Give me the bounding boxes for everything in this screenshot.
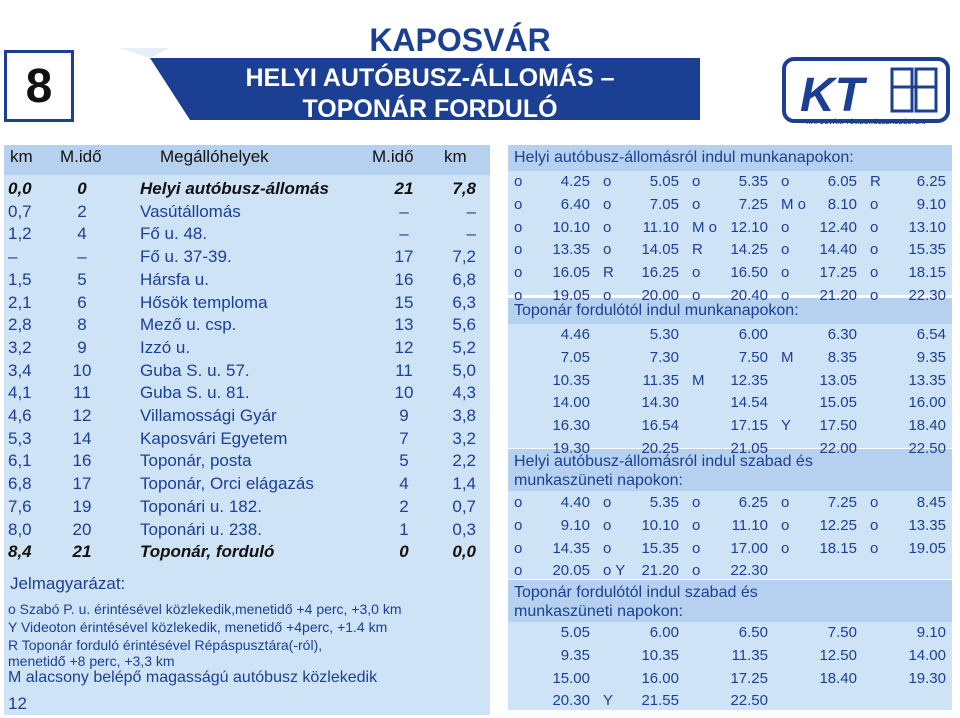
departure-time: 14.40 <box>819 241 857 259</box>
departure-time: 6.40 <box>560 195 590 213</box>
legend-line: menetidő +8 perc, +3,3 km <box>8 653 175 669</box>
departure-mark: R <box>870 173 881 190</box>
stop-km: 2,8 <box>8 315 32 335</box>
departure-time: 9.35 <box>560 646 590 664</box>
stop-time-return: 1 <box>399 519 409 539</box>
stop-time-return: 0 <box>399 542 409 562</box>
stop-time-return: – <box>399 224 409 244</box>
stop-name: Helyi autóbusz-állomás <box>140 179 329 198</box>
departure-time: 21.55 <box>641 692 679 710</box>
stop-time: 4 <box>77 224 87 244</box>
departure-time: 6.25 <box>916 173 946 190</box>
departure-mark: o <box>514 539 523 557</box>
departure-mark: o <box>692 562 701 580</box>
departure-time: 14.00 <box>908 646 946 664</box>
legend-line: o Szabó P. u. érintésével közlekedik,menetidő +4 perc, +3,0 km <box>8 601 402 617</box>
departure-time: 5.35 <box>738 173 768 190</box>
page-number: 12 <box>8 694 27 713</box>
stop-name: Hársfa u. <box>140 269 209 289</box>
departure-time: 11.35 <box>731 646 768 664</box>
stop-name: Toponár, Orci elágazás <box>140 474 314 494</box>
stop-time: 6 <box>77 292 87 312</box>
departure-time: 6.05 <box>827 173 857 190</box>
departure-time: 7.50 <box>827 624 857 641</box>
departure-time: 15.35 <box>908 241 946 259</box>
departure-mark: o <box>603 195 612 213</box>
stop-time: 2 <box>77 201 87 221</box>
departure-mark: o <box>603 241 612 259</box>
logo-letters: KT <box>800 69 864 122</box>
departure-time: 17.50 <box>819 417 857 435</box>
departure-time: 10.10 <box>641 516 679 534</box>
departure-mark: o <box>514 287 523 304</box>
stop-km-return: 7,2 <box>452 247 476 267</box>
departure-time: 22.30 <box>908 287 946 304</box>
stop-name: Guba S. u. 57. <box>140 360 250 380</box>
stop-time: 8 <box>77 315 87 335</box>
stop-time: 21 <box>72 542 92 562</box>
departure-mark: o <box>603 539 612 557</box>
stop-name: Villamossági Gyár <box>140 406 277 425</box>
departure-time: 13.05 <box>819 371 857 389</box>
departure-time: 16.00 <box>908 394 946 412</box>
logo-subtitle: KAPOSVÁRI TÖMEGKÖZLEKEDÉSI Zrt. <box>806 120 926 126</box>
stop-name: Guba S. u. 81. <box>140 383 250 403</box>
departure-time: 12.25 <box>819 516 857 534</box>
departure-mark: o <box>781 516 790 534</box>
stop-km: 1,2 <box>8 224 32 244</box>
departure-time: 14.35 <box>552 539 590 557</box>
departure-time: 5.05 <box>560 624 590 641</box>
stop-time: 5 <box>77 269 87 289</box>
stop-km: 3,2 <box>8 337 32 357</box>
departure-mark: M o <box>692 218 718 236</box>
departure-time: 14.05 <box>641 241 679 259</box>
stop-name: Toponári u. 182. <box>140 496 262 516</box>
stop-row <box>4 177 490 200</box>
departure-time: 10.35 <box>552 371 590 389</box>
route-number-box: 8 <box>4 50 74 122</box>
stop-name: Toponári u. 238. <box>140 519 262 539</box>
departure-mark: o <box>781 494 790 511</box>
stop-time-return: 16 <box>394 269 414 289</box>
departure-time: 7.05 <box>560 348 590 366</box>
departure-time: 6.25 <box>738 494 768 511</box>
stop-row <box>4 472 490 495</box>
stop-time: 14 <box>72 428 92 448</box>
departure-time: 18.40 <box>819 669 857 687</box>
departure-time: 16.50 <box>730 264 768 282</box>
stop-km: 4,6 <box>8 406 32 425</box>
col-km: km <box>10 147 33 166</box>
departure-time: 22.30 <box>730 562 768 580</box>
departure-mark: o <box>781 173 790 190</box>
departure-time: 8.10 <box>827 195 857 213</box>
departure-mark: M <box>692 371 705 389</box>
stop-km: 0,7 <box>8 201 32 221</box>
stop-time: 20 <box>72 519 92 539</box>
departure-time: 22.50 <box>908 440 946 457</box>
departure-time: 7.05 <box>649 195 679 213</box>
departure-time: 9.10 <box>560 516 590 534</box>
stop-km: 6,8 <box>8 474 32 494</box>
kt-logo <box>780 55 952 130</box>
departure-time: 12.50 <box>819 646 857 664</box>
departure-time: 21.20 <box>641 562 679 580</box>
departure-mark: o <box>603 287 612 304</box>
stop-km-return: 3,2 <box>452 428 476 448</box>
legend-line: M alacsony belépő magasságú autóbusz közlekedik <box>8 669 378 686</box>
departure-time: 16.30 <box>552 417 590 435</box>
departure-mark: o <box>781 264 790 282</box>
stop-row <box>4 518 490 541</box>
departure-time: 7.25 <box>738 195 768 213</box>
stop-km: 2,1 <box>8 292 32 312</box>
stop-km-return: 5,6 <box>452 315 476 335</box>
departure-mark: o <box>692 287 701 304</box>
stop-km-return: 5,2 <box>452 337 476 357</box>
departure-mark: o <box>870 218 879 236</box>
departure-time: 19.30 <box>552 440 590 457</box>
stop-time-return: 7 <box>399 428 409 448</box>
departure-time: 9.10 <box>916 195 946 213</box>
departure-time: 16.54 <box>641 417 679 435</box>
departure-time: 17.15 <box>730 417 768 435</box>
stop-km-return: 6,8 <box>452 269 476 289</box>
departure-time: 7.25 <box>827 494 857 511</box>
stop-time-return: 21 <box>394 179 414 198</box>
departure-mark: o <box>870 516 879 534</box>
departure-time: 20.00 <box>641 287 679 304</box>
stop-row <box>4 222 490 245</box>
departure-time: 20.30 <box>552 692 590 710</box>
departure-mark: M o <box>781 195 807 213</box>
departure-time: 6.00 <box>738 326 768 343</box>
departure-time: 5.35 <box>649 494 679 511</box>
departure-mark: o <box>870 195 879 213</box>
departure-time: 20.25 <box>641 440 679 457</box>
departure-time: 5.30 <box>649 326 679 343</box>
stop-km-return: – <box>466 224 476 244</box>
stop-time: 9 <box>77 337 87 357</box>
departure-mark: o <box>603 494 612 511</box>
departure-mark: o <box>870 539 879 557</box>
stop-name: Fő u. 37-39. <box>140 247 232 267</box>
stop-name: Hősök temploma <box>140 292 268 312</box>
stop-km: 6,1 <box>8 451 32 471</box>
timetable-title: Helyi autóbusz-állomásról indul munkanapokon: <box>508 145 952 171</box>
departure-time: 6.50 <box>738 624 768 641</box>
departure-time: 19.30 <box>908 669 946 687</box>
departure-time: 5.05 <box>649 173 679 190</box>
stop-km: 0,0 <box>8 179 32 198</box>
stop-km-return: 1,4 <box>452 474 476 494</box>
departure-time: 7.50 <box>738 348 768 366</box>
stop-row <box>4 291 490 314</box>
stop-time-return: 12 <box>394 337 414 357</box>
stop-row <box>4 268 490 291</box>
departure-time: 18.40 <box>908 417 946 435</box>
departure-mark: o <box>692 516 701 534</box>
departure-mark: o <box>870 264 879 282</box>
stop-row <box>4 495 490 518</box>
departure-time: 21.20 <box>819 287 857 304</box>
departure-time: 14.30 <box>641 394 679 412</box>
stop-row <box>4 381 490 404</box>
departure-time: 15.05 <box>819 394 857 412</box>
departure-mark: o <box>870 287 879 304</box>
stop-time: – <box>77 247 87 267</box>
departure-time: 4.46 <box>560 326 590 343</box>
stop-km-return: 2,2 <box>452 451 476 471</box>
stop-row <box>4 336 490 359</box>
departure-mark: Y <box>603 692 614 710</box>
departure-time: 14.25 <box>730 241 768 259</box>
stop-row <box>4 245 490 268</box>
stop-name: Fő u. 48. <box>140 224 208 244</box>
departure-time: 17.25 <box>819 264 857 282</box>
stop-name: Vasútállomás <box>140 201 241 221</box>
stop-time: 12 <box>72 406 92 425</box>
departure-time: 4.40 <box>560 494 590 511</box>
stop-row <box>4 359 490 382</box>
col-time-return: M.idő <box>372 147 414 166</box>
departure-time: 14.00 <box>552 394 590 412</box>
departure-time: 20.05 <box>552 562 590 580</box>
timetable-title-line2: munkaszüneti napokon: <box>514 472 683 489</box>
departure-mark: o <box>692 195 701 213</box>
stop-row <box>4 427 490 450</box>
departure-time: 20.40 <box>730 287 768 304</box>
departure-time: 17.25 <box>730 669 768 687</box>
col-km-return: km <box>444 147 467 166</box>
departure-mark: o <box>514 241 523 259</box>
departure-time: 11.10 <box>731 516 768 534</box>
departure-mark: o <box>514 562 523 580</box>
departure-mark: o <box>781 539 790 557</box>
departure-mark: o <box>514 494 523 511</box>
stop-km-return: 4,3 <box>452 383 476 403</box>
departure-mark: o <box>781 218 790 236</box>
departure-mark: R <box>692 241 703 259</box>
departure-time: 11.10 <box>642 218 679 236</box>
stop-km-return: 6,3 <box>452 292 476 312</box>
stop-time: 0 <box>77 179 87 198</box>
departure-time: 8.45 <box>916 494 946 511</box>
stop-km: – <box>8 247 18 267</box>
departure-time: 12.35 <box>730 371 768 389</box>
stop-time-return: 9 <box>399 406 409 425</box>
stop-km: 7,6 <box>8 496 32 516</box>
stop-row <box>4 313 490 336</box>
stop-time-return: 15 <box>394 292 414 312</box>
departure-mark: R <box>603 264 614 282</box>
departure-time: 21.05 <box>730 440 768 457</box>
departure-time: 19.05 <box>552 287 590 304</box>
timetable-title-line2: munkaszüneti napokon: <box>514 603 683 620</box>
stop-km: 4,1 <box>8 383 32 403</box>
departure-time: 17.00 <box>730 539 768 557</box>
departure-time: 8.35 <box>827 348 857 366</box>
stop-km-return: 0,7 <box>452 496 476 516</box>
stop-time-return: 13 <box>394 315 414 335</box>
departure-time: 11.35 <box>642 371 679 389</box>
departure-time: 6.30 <box>827 326 857 343</box>
departure-time: 14.54 <box>730 394 768 412</box>
departure-time: 18.15 <box>819 539 857 557</box>
stop-km-return: 7,8 <box>452 179 476 198</box>
departure-mark: Y <box>781 417 792 435</box>
stop-time: 19 <box>72 496 92 516</box>
stop-time-return: 5 <box>399 451 409 471</box>
departure-mark: o <box>514 195 523 213</box>
departure-time: 13.35 <box>908 516 946 534</box>
departure-mark: o <box>870 494 879 511</box>
departure-time: 7.30 <box>649 348 679 366</box>
departure-mark: o <box>692 539 701 557</box>
departure-time: 10.10 <box>552 218 590 236</box>
timetable-title-line1: Toponár fordulótól indul szabad és <box>514 584 758 601</box>
stop-row <box>4 200 490 223</box>
departure-time: 22.50 <box>730 692 768 710</box>
stop-row <box>4 404 490 427</box>
stop-name: Mező u. csp. <box>140 315 237 335</box>
stop-name: Izzó u. <box>140 337 191 357</box>
stop-km-return: 5,0 <box>452 360 476 380</box>
stop-time-return: 10 <box>394 383 414 403</box>
departure-mark: o <box>870 241 879 259</box>
departure-time: 15.00 <box>552 669 590 687</box>
departure-mark: o <box>514 264 523 282</box>
departure-time: 16.05 <box>552 264 590 282</box>
departure-mark: o <box>514 218 523 236</box>
stop-time-return: 4 <box>399 474 409 494</box>
timetable-title-line1: Helyi autóbusz-állomásról indul szabad és <box>514 453 813 470</box>
stop-km: 8,4 <box>8 542 32 562</box>
departure-time: 12.10 <box>730 218 768 236</box>
stop-km: 8,0 <box>8 519 32 539</box>
stop-name: Toponár, forduló <box>140 542 275 562</box>
departure-time: 6.00 <box>649 624 679 641</box>
stop-time-return: 11 <box>395 360 413 380</box>
departure-time: 19.05 <box>908 539 946 557</box>
stop-km-return: – <box>466 201 476 221</box>
departure-time: 12.40 <box>819 218 857 236</box>
departure-time: 6.54 <box>916 326 946 343</box>
stop-time: 16 <box>72 451 92 471</box>
departure-time: 13.35 <box>908 371 946 389</box>
stop-time-return: 17 <box>394 247 414 267</box>
city-title: KAPOSVÁR <box>369 22 551 58</box>
legend-line: R Toponár forduló érintésével Répáspusztára(-ról), <box>8 637 323 653</box>
departure-time: 15.35 <box>641 539 679 557</box>
stop-km: 5,3 <box>8 428 32 448</box>
departure-mark: o <box>603 516 612 534</box>
stop-time-return: – <box>399 201 409 221</box>
departure-time: 22.00 <box>819 440 857 457</box>
stop-row <box>4 449 490 472</box>
departure-time: 18.15 <box>908 264 946 282</box>
route-title-line2: TOPONÁR FORDULÓ <box>302 95 558 123</box>
stop-km: 3,4 <box>8 360 32 380</box>
stop-time: 10 <box>72 360 92 380</box>
departure-mark: o <box>781 287 790 304</box>
departure-mark: o <box>692 494 701 511</box>
departure-time: 16.25 <box>641 264 679 282</box>
stop-time-return: 2 <box>399 496 409 516</box>
departure-time: 13.35 <box>552 241 590 259</box>
legend-line: Y Videoton érintésével közlekedik, menetidő +4perc, +1.4 km <box>8 619 388 635</box>
departure-mark: o <box>692 264 701 282</box>
departure-time: 13.10 <box>908 218 946 236</box>
departure-mark: o <box>514 173 523 190</box>
stop-time: 17 <box>72 474 92 494</box>
departure-time: 4.25 <box>560 173 590 190</box>
departure-mark: o <box>603 218 612 236</box>
col-stops: Megállóhelyek <box>160 147 269 166</box>
stop-km-return: 0,3 <box>452 519 476 539</box>
departure-mark: M <box>781 348 794 366</box>
departure-time: 10.35 <box>641 646 679 664</box>
departure-mark: o <box>603 173 612 190</box>
departure-time: 9.10 <box>916 624 946 641</box>
route-title-line1: HELYI AUTÓBUSZ-ÁLLOMÁS – <box>245 64 615 92</box>
col-time: M.idő <box>60 147 102 166</box>
stop-km-return: 0,0 <box>452 542 476 562</box>
stop-name: Kaposvári Egyetem <box>140 428 288 448</box>
departure-mark: o Y <box>603 562 626 580</box>
timetable-title: Toponár fordulótól indul munkanapokon: <box>508 298 952 324</box>
departure-time: 9.35 <box>916 348 946 366</box>
stop-km: 1,5 <box>8 269 32 289</box>
stop-row <box>4 540 490 563</box>
stop-time: 11 <box>73 383 91 403</box>
stop-name: Toponár, posta <box>140 451 252 471</box>
departure-mark: o <box>514 516 523 534</box>
timetable-title <box>508 580 952 622</box>
departure-mark: o <box>781 241 790 259</box>
legend-title: Jelmagyarázat: <box>10 574 126 593</box>
stop-km-return: 3,8 <box>452 406 476 425</box>
departure-mark: o <box>692 173 701 190</box>
departure-time: 16.00 <box>641 669 679 687</box>
